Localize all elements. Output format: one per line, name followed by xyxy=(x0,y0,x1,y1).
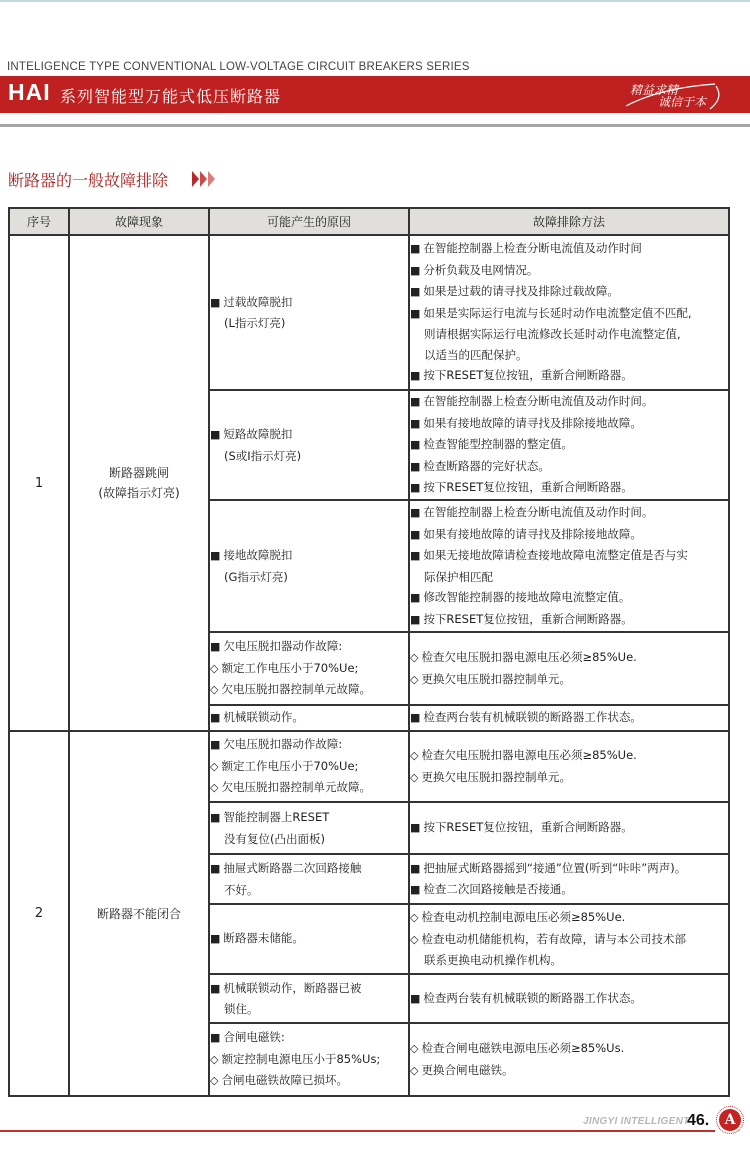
possible-cause xyxy=(209,390,409,500)
bullet-item: ■ 在智能控制器上检查分断电流值及动作时间 xyxy=(410,238,728,260)
table-header-row xyxy=(9,208,729,235)
possible-cause xyxy=(209,632,409,705)
section-title: 断路器的一般故障排除 xyxy=(8,171,169,190)
fault-table xyxy=(8,207,730,1097)
bullet-item: ■ 修改智能控制器的接地故障电流整定值。 xyxy=(410,587,728,609)
symptom-line: 断路器不能闭合 xyxy=(96,906,181,921)
bullet-item: ■ 短路故障脱扣 xyxy=(210,424,408,446)
diamond-item: ◇ 检查电动机储能机构，若有故障，请与本公司技术部 xyxy=(410,929,728,951)
bullet-item: ■ 在智能控制器上检查分断电流值及动作时间。 xyxy=(410,391,728,413)
diamond-item: ◇ 检查电动机控制电源电压必须≥85%Ue. xyxy=(410,907,728,929)
possible-cause xyxy=(209,802,409,854)
footer-brand: JINGYI INTELLIGENT xyxy=(583,1116,690,1127)
troubleshooting-method xyxy=(409,904,729,974)
bullet-item: ■ 按下RESET复位按钮，重新合闸断路器。 xyxy=(410,365,728,387)
symptom-line: (故障指示灯亮) xyxy=(98,486,180,500)
continuation-line: (S或I指示灯亮) xyxy=(224,448,302,463)
bullet-item: ■ 分析负载及电网情况。 xyxy=(410,260,728,282)
triple-arrow-icon xyxy=(192,171,216,187)
bullet-item: ■ 智能控制器上RESET xyxy=(210,807,408,829)
troubleshooting-method xyxy=(409,802,729,854)
bullet-item: ■ 机械联锁动作，断路器已被 xyxy=(210,978,408,1000)
diamond-item: ◇ 欠电压脱扣器控制单元故障。 xyxy=(210,679,408,701)
bullet-item: ■ 如果有接地故障的请寻找及排除接地故障。 xyxy=(410,524,728,546)
header-fix: 故障排除方法 xyxy=(409,208,729,235)
possible-cause xyxy=(209,974,409,1023)
bullet-item: ■ 欠电压脱扣器动作故障: xyxy=(210,734,408,756)
top-border-line xyxy=(0,0,750,2)
troubleshooting-method xyxy=(409,235,729,390)
bullet-item: ■ 欠电压脱扣器动作故障: xyxy=(210,636,408,658)
bullet-item: ■ 按下RESET复位按钮，重新合闸断路器。 xyxy=(410,477,728,499)
badge-letter: A xyxy=(719,1109,741,1131)
bullet-item: ■ 按下RESET复位按钮，重新合闸断路器。 xyxy=(410,609,728,631)
continuation-line: 没有复位(凸出面板) xyxy=(224,831,325,846)
header-symptom: 故障现象 xyxy=(69,208,209,235)
series-chinese-title: 系列智能型万能式低压断路器 xyxy=(60,87,282,106)
header-banner xyxy=(0,76,750,113)
diamond-item: ◇ 额定控制电源电压小于85%Us; xyxy=(210,1049,408,1071)
table-row xyxy=(9,235,729,390)
continuation-line: 以适当的匹配保护。 xyxy=(424,347,528,362)
continuation-line: (L指示灯亮) xyxy=(224,316,286,330)
troubleshooting-method xyxy=(409,632,729,705)
diamond-item: ◇ 更换合闸电磁铁。 xyxy=(410,1060,728,1082)
bullet-item: ■ 抽屉式断路器二次回路接触 xyxy=(210,858,408,880)
continuation-line: 不好。 xyxy=(224,882,259,897)
series-english-title: INTELIGENCE TYPE CONVENTIONAL LOW-VOLTAGE CIRCUIT BREAKERS SERIES xyxy=(7,61,470,73)
bullet-item: ■ 接地故障脱扣 xyxy=(210,545,408,567)
header-divider xyxy=(0,124,750,127)
bullet-item: ■ 检查智能型控制器的整定值。 xyxy=(410,434,728,456)
bullet-item: ■ 如果无接地故障请检查接地故障电流整定值是否与实 xyxy=(410,545,728,567)
diamond-item: ◇ 更换欠电压脱扣器控制单元。 xyxy=(410,669,728,691)
diamond-item: ◇ 更换欠电压脱扣器控制单元。 xyxy=(410,767,728,789)
continuation-line: 联系更换电动机操作机构。 xyxy=(424,953,562,968)
troubleshooting-method xyxy=(409,390,729,500)
table-row xyxy=(9,731,729,802)
bullet-item: ■ 把抽屉式断路器摇到“接通”位置(听到“咔咔”两声)。 xyxy=(410,858,728,880)
continuation-line: (G指示灯亮) xyxy=(224,569,288,584)
continuation-line: 锁住。 xyxy=(224,1002,259,1016)
bullet-item: ■ 在智能控制器上检查分断电流值及动作时间。 xyxy=(410,502,728,524)
bullet-item: ■ 如果是过载的请寻找及排除过载故障。 xyxy=(410,281,728,303)
bullet-item: ■ 机械联锁动作。 xyxy=(210,707,408,729)
section-badge-icon xyxy=(716,1106,744,1134)
bullet-item: ■ 检查二次回路接触是否接通。 xyxy=(410,879,728,901)
possible-cause xyxy=(209,235,409,390)
possible-cause xyxy=(209,904,409,974)
troubleshooting-method xyxy=(409,974,729,1023)
possible-cause xyxy=(209,1023,409,1096)
diamond-item: ◇ 额定工作电压小于70%Ue; xyxy=(210,756,408,778)
continuation-line: 际保护相匹配 xyxy=(424,569,493,584)
slogan-logo xyxy=(620,78,730,111)
footer-line xyxy=(0,1130,715,1132)
possible-cause xyxy=(209,731,409,802)
diamond-item: ◇ 合闸电磁铁故障已损坏。 xyxy=(210,1070,408,1092)
bullet-item: ■ 如果是实际运行电流与长延时动作电流整定值不匹配, xyxy=(410,303,728,325)
bullet-item: ■ 检查两台装有机械联锁的断路器工作状态。 xyxy=(410,707,728,729)
possible-cause xyxy=(209,500,409,632)
diamond-item: ◇ 检查欠电压脱扣器电源电压必须≥85%Ue. xyxy=(410,745,728,767)
diamond-item: ◇ 检查欠电压脱扣器电源电压必须≥85%Ue. xyxy=(410,647,728,669)
diamond-item: ◇ 额定工作电压小于70%Ue; xyxy=(210,658,408,680)
header-num: 序号 xyxy=(9,208,69,235)
page-number: 46. xyxy=(687,1112,710,1129)
brand-code: HAI xyxy=(8,79,51,105)
fault-symptom xyxy=(69,235,209,731)
possible-cause xyxy=(209,705,409,731)
bullet-item: ■ 如果有接地故障的请寻找及排除接地故障。 xyxy=(410,413,728,435)
row-number: 1 xyxy=(9,235,69,731)
symptom-line: 断路器跳闸 xyxy=(108,466,169,480)
header-cause: 可能产生的原因 xyxy=(209,208,409,235)
bullet-item: ■ 检查断路器的完好状态。 xyxy=(410,456,728,478)
slogan-line-2: 诚信于本 xyxy=(658,95,707,109)
bullet-item: ■ 合闸电磁铁: xyxy=(210,1027,408,1049)
possible-cause xyxy=(209,854,409,904)
troubleshooting-method xyxy=(409,500,729,632)
continuation-line: 则请根据实际运行电流修改长延时动作电流整定值, xyxy=(424,327,681,342)
diamond-item: ◇ 欠电压脱扣器控制单元故障。 xyxy=(210,777,408,799)
row-number: 2 xyxy=(9,731,69,1096)
diamond-item: ◇ 检查合闸电磁铁电源电压必须≥85%Us. xyxy=(410,1038,728,1060)
troubleshooting-method xyxy=(409,731,729,802)
bullet-item: ■ 断路器未储能。 xyxy=(210,928,408,950)
bullet-item: ■ 按下RESET复位按钮，重新合闸断路器。 xyxy=(410,817,728,839)
fault-symptom xyxy=(69,731,209,1096)
slogan-line-1: 精益求精 xyxy=(630,83,679,97)
bullet-item: ■ 检查两台装有机械联锁的断路器工作状态。 xyxy=(410,988,728,1010)
troubleshooting-method xyxy=(409,705,729,731)
troubleshooting-method xyxy=(409,1023,729,1096)
troubleshooting-method xyxy=(409,854,729,904)
bullet-item: ■ 过载故障脱扣 xyxy=(210,292,408,314)
